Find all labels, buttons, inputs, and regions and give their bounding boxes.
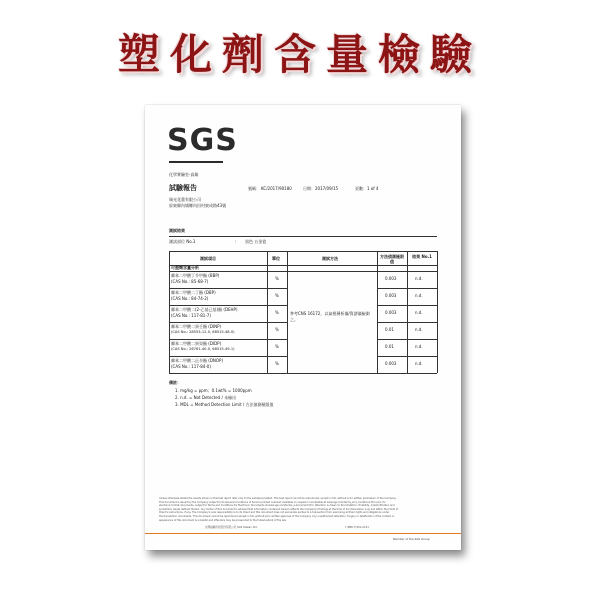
disclaimer [159,497,449,522]
row-result: n.d. [415,344,423,349]
disclaimer-line: appearance of this document is unlawful and offenders may be prosecuted to the fullest extent of the law. [159,518,287,522]
client-address: 屏東縣內埔鄉內田村東成路43號 [169,203,227,208]
row-cas: (CAS No.: 84-74-2) [171,296,209,301]
row-divider [169,356,287,357]
row-mdl: 0.003 [385,293,397,298]
disclaimer-line: Unless otherwise stated the results shown in this test report refer only to the sample(s) tested. This test report cannot be reproduced, except in full, without prior written permission of the Company. [159,497,397,500]
disclaimer-line: jurisdiction issues defined therein. Any holder of this document is advised that information contained hereon reflects the Company's findings at the time of its intervention only and within the limits of [159,507,399,511]
disclaimer-line: the transaction documents. This document cannot be reproduced except in full, without prior written approval of the Company. Any unauthorized alteration, forgery or falsification of the content or [159,515,395,519]
row-name: 鄰苯二甲酸二異壬酯 (DINP) [171,324,222,329]
section-title: 測試結果 [169,228,185,233]
report-no-label: 號碼： [248,186,260,191]
test-method: 參考CNS 16172，以氣相層析儀/質譜儀檢測之。 [290,311,370,322]
row-cas: (CAS No.: 117-84-0) [171,364,211,369]
row-cas: (CAS No.: 26761-40-0, 68515-49-1) [171,347,235,351]
row-name: 鄰苯二甲酸二丁酯 (DBP) [171,290,216,295]
row-result: n.d. [415,361,423,366]
row-mdl: 0.003 [385,361,397,366]
sample-colon: : [235,239,237,244]
report-date: 2017/09/15 [315,186,339,191]
banner [0,0,600,92]
row-mdl: 0.003 [385,310,397,315]
group-title: 可塑劑含量分析 [171,265,199,270]
row-divider [169,288,287,289]
col-divider [287,251,288,373]
page-number: 1 of 4 [367,186,379,191]
row-divider [169,339,287,340]
logo-underline [169,161,223,163]
sample-label: 測試部位 No.1 [169,239,196,244]
note-item: 2. n.d. = Not Detected / 未檢出 [175,395,237,400]
table-border-right [437,251,438,373]
disclaimer-line: This document is issued by the Company subject to its General Conditions of Service printed overleaf, available on request or accessible at www.sgs.com/terms_and_conditions.htm and, for [159,500,386,504]
row-divider [169,305,287,306]
row-unit: % [275,310,279,315]
table-border-bottom [169,373,437,374]
col-header-result: 結果 No.1 [412,254,432,259]
member-text: Member of the SGS Group [393,537,430,541]
row-name: 鄰苯二甲酸丁苄甲酯 (BBP) [171,273,220,278]
client-name: 瑞光花董有限公司 [169,197,201,202]
row-name: 鄰苯二甲酸二異癸酯 (DIDP) [171,341,222,346]
col-header-method: 測試方法 [322,256,338,261]
row-name: 鄰苯二甲酸二(2-乙基己基)酯 (DEHP) [171,307,238,312]
sgs-logo: SGS [167,123,238,158]
disclaimer-line: Client's instructions, if any. The Company's sole responsibility is to its Client and this document does not exonerate parties to a transaction from exercising all their rights and obligations under [159,511,390,515]
col-divider [267,251,268,373]
table-header-bottom [169,265,437,266]
row-cas: (CAS No.: 28553-12-0, 68515-48-0) [171,330,235,334]
note-item: 3. MDL = Method Detection Limit / 方法偵測極限值 [175,402,274,407]
page-label: 頁數： [355,186,367,191]
table-border-top [169,251,437,252]
table-border-left [169,251,170,373]
footer-tel: t (886-7)301-2121 [345,526,369,529]
row-unit: % [275,327,279,332]
row-mdl: 0.01 [385,344,394,349]
row-divider [169,322,287,323]
date-label: 日期： [303,186,315,191]
row-cas: (CAS No.: 117-81-7) [171,313,211,318]
row-unit: % [275,293,279,298]
row-result: n.d. [415,327,423,332]
row-name: 鄰苯二甲酸二正辛酯 (DNOP) [171,358,224,363]
row-unit: % [275,344,279,349]
report-no: KC/2017/90180 [261,186,292,191]
report-title: 試驗報告 [169,184,197,192]
row-mdl: 0.01 [385,327,394,332]
test-report-document [145,105,461,550]
row-unit: % [275,276,279,281]
footer-address: 台灣檢驗科技股份有限公司 SGS Taiwan Ltd. [205,526,258,529]
row-result: n.d. [415,293,423,298]
note-item: 1. mg/kg = ppm；0.1wt% = 1000ppm [175,388,252,393]
disclaimer-line: electronic format documents, subject to Terms and Conditions for Electronic Documents at www.sgs.com/terms_e-document.htm. Attention is drawn to the limitation of liability, indemnification and [159,504,395,508]
section-divider [169,236,437,237]
col-divider [377,251,378,373]
footer-bar [145,533,461,534]
col-header-item: 測試項目 [200,256,216,261]
sample-description: 黑色 五金瓷 [245,239,267,244]
row-unit: % [275,361,279,366]
row-result: n.d. [415,276,423,281]
lab-name: 化學實驗室-高雄 [169,172,199,177]
row-result: n.d. [415,310,423,315]
notes-title: 備註： [169,380,181,385]
row-mdl: 0.003 [385,276,397,281]
col-divider [407,251,408,373]
banner-title: 塑化劑含量檢驗 [117,30,482,79]
col-header-unit: 單位 [272,256,280,261]
row-cas: (CAS No.: 85-68-7) [171,279,209,284]
col-header-mdl: 方法偵測極限值 [380,254,404,264]
table-group-bottom [169,271,437,272]
